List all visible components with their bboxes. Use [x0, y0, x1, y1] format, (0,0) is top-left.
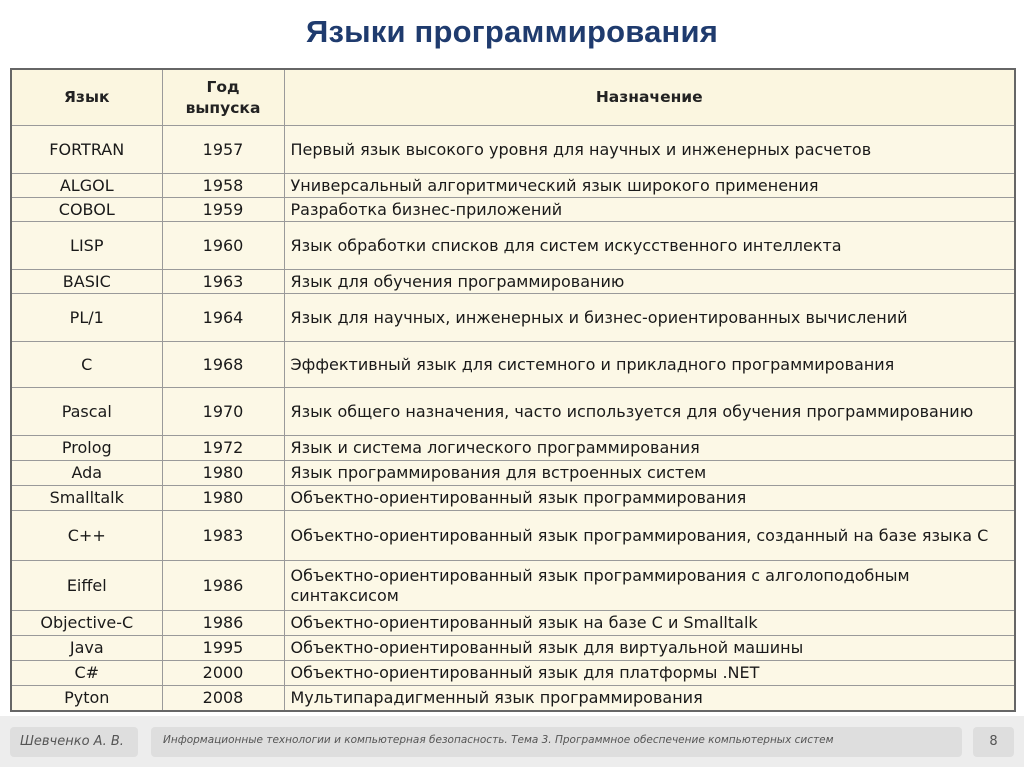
cell-year: 1960	[162, 222, 284, 270]
cell-year: 1959	[162, 198, 284, 222]
cell-purpose: Объектно-ориентированный язык для виртуальной машины	[284, 636, 1015, 661]
table-row	[11, 561, 1015, 611]
cell-language: C#	[11, 661, 162, 686]
cell-year: 1968	[162, 342, 284, 388]
cell-purpose: Эффективный язык для системного и прикладного программирования	[284, 342, 1015, 388]
header-year-line1: Год	[206, 77, 240, 96]
header-year-line2: выпуска	[185, 98, 261, 117]
table-row	[11, 611, 1015, 636]
header-language: Язык	[11, 69, 162, 126]
cell-language: Pyton	[11, 686, 162, 711]
cell-language: Ada	[11, 461, 162, 486]
table-row	[11, 198, 1015, 222]
table-row	[11, 270, 1015, 294]
cell-year: 1964	[162, 294, 284, 342]
cell-purpose: Язык для обучения программированию	[284, 270, 1015, 294]
cell-purpose: Универсальный алгоритмический язык широкого применения	[284, 174, 1015, 198]
table-row	[11, 486, 1015, 511]
cell-year: 2008	[162, 686, 284, 711]
table-row	[11, 461, 1015, 486]
table-row	[11, 222, 1015, 270]
cell-language: BASIC	[11, 270, 162, 294]
cell-language: C++	[11, 511, 162, 561]
cell-year: 1986	[162, 561, 284, 611]
cell-year: 2000	[162, 661, 284, 686]
table-row	[11, 342, 1015, 388]
table-row	[11, 686, 1015, 711]
cell-year: 1957	[162, 126, 284, 174]
cell-purpose: Язык обработки списков для систем искусственного интеллекта	[284, 222, 1015, 270]
cell-language: Eiffel	[11, 561, 162, 611]
table-row	[11, 388, 1015, 436]
cell-year: 1958	[162, 174, 284, 198]
cell-language: COBOL	[11, 198, 162, 222]
cell-language: Prolog	[11, 436, 162, 461]
slide-footer	[0, 716, 1024, 767]
cell-language: Objective-C	[11, 611, 162, 636]
table-row	[11, 636, 1015, 661]
table-header-row	[11, 69, 1015, 126]
cell-year: 1963	[162, 270, 284, 294]
cell-language: C	[11, 342, 162, 388]
cell-purpose: Язык и система логического программирования	[284, 436, 1015, 461]
cell-purpose: Объектно-ориентированный язык для платформы .NET	[284, 661, 1015, 686]
cell-purpose: Первый язык высокого уровня для научных и инженерных расчетов	[284, 126, 1015, 174]
table-row	[11, 661, 1015, 686]
cell-language: LISP	[11, 222, 162, 270]
cell-year: 1980	[162, 461, 284, 486]
cell-purpose: Язык программирования для встроенных систем	[284, 461, 1015, 486]
cell-purpose: Объектно-ориентированный язык программирования	[284, 486, 1015, 511]
cell-language: PL/1	[11, 294, 162, 342]
cell-language: FORTRAN	[11, 126, 162, 174]
cell-year: 1995	[162, 636, 284, 661]
slide-title: Языки программирования	[306, 14, 718, 49]
header-year	[162, 69, 284, 126]
cell-language: Pascal	[11, 388, 162, 436]
cell-purpose: Язык для научных, инженерных и бизнес-ориентированных вычислений	[284, 294, 1015, 342]
table-row	[11, 511, 1015, 561]
footer-page-number: 8	[973, 727, 1014, 757]
cell-purpose: Мультипарадигменный язык программирования	[284, 686, 1015, 711]
footer-course-title: Информационные технологии и компьютерная безопасность. Тема 3. Программное обеспечение компьютерных систем	[151, 727, 962, 757]
cell-purpose: Объектно-ориентированный язык программирования, созданный на базе языка С	[284, 511, 1015, 561]
header-purpose: Назначение	[284, 69, 1015, 126]
cell-language: Java	[11, 636, 162, 661]
cell-language: Smalltalk	[11, 486, 162, 511]
cell-purpose: Объектно-ориентированный язык программирования с алголоподобным синтаксисом	[284, 561, 1015, 611]
cell-year: 1983	[162, 511, 284, 561]
languages-table	[10, 68, 1016, 712]
cell-year: 1980	[162, 486, 284, 511]
cell-purpose: Объектно-ориентированный язык на базе С и Smalltalk	[284, 611, 1015, 636]
cell-year: 1972	[162, 436, 284, 461]
table-row	[11, 174, 1015, 198]
footer-author: Шевченко А. В.	[10, 727, 138, 757]
cell-year: 1970	[162, 388, 284, 436]
cell-language: ALGOL	[11, 174, 162, 198]
table-row	[11, 294, 1015, 342]
table-row	[11, 436, 1015, 461]
cell-purpose: Разработка бизнес-приложений	[284, 198, 1015, 222]
cell-purpose: Язык общего назначения, часто используется для обучения программированию	[284, 388, 1015, 436]
table-row	[11, 126, 1015, 174]
cell-year: 1986	[162, 611, 284, 636]
